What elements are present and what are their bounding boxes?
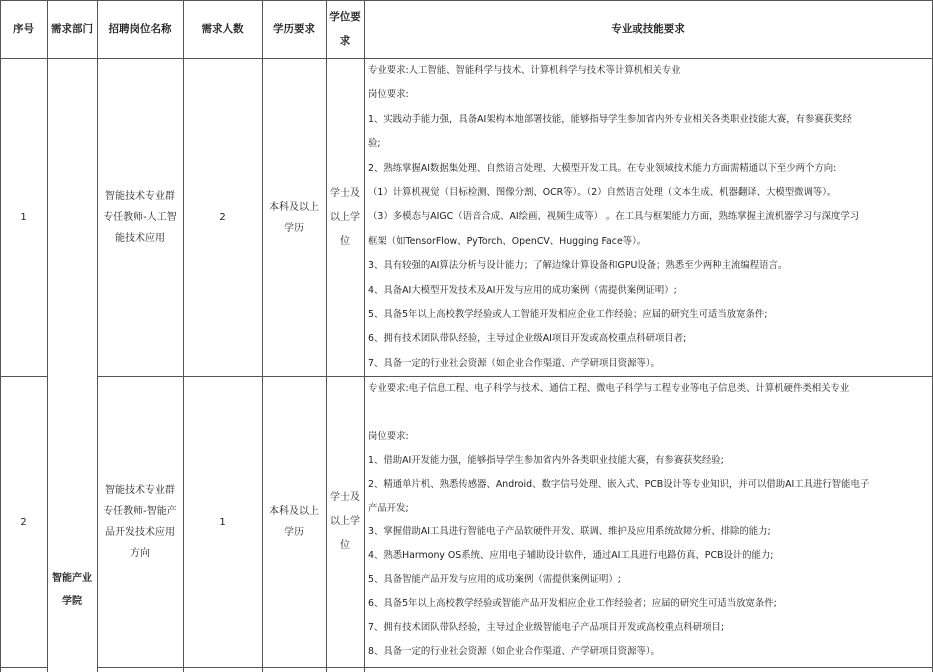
row2-position: 智能技术专业群 专任教师-智能产 品开发技术应用 方向 bbox=[103, 485, 177, 559]
row2-seq: 2 bbox=[20, 516, 27, 528]
row-divider bbox=[97, 667, 933, 668]
header-skills: 专业或技能要求 bbox=[611, 22, 685, 35]
header-position: 招聘岗位名称 bbox=[108, 22, 172, 35]
row2-count: 1 bbox=[219, 516, 226, 528]
row1-degree: 学士及 以上学 位 bbox=[330, 187, 360, 247]
row2-education: 本科及以上 学历 bbox=[269, 506, 319, 538]
row1-count: 2 bbox=[219, 212, 226, 223]
header-education: 学历要求 bbox=[273, 22, 315, 35]
row1-position: 智能技术专业群 专任教师-人工智 能技术应用 bbox=[103, 191, 177, 244]
header-seq: 序号 bbox=[13, 22, 34, 35]
row2-requirements: 专业要求:电子信息工程、电子科学与技术、通信工程、微电子科学与工程专业等电子信息类、计算机硬件类相关专业 岗位要求: 1、借助AI开发能力强，能够指导学生参加省内外各类职业技能大赛，有参赛获奖经验; 2、精通单片机、熟悉传感器、Android、数字信号处理、嵌入式、PCB设计等专业知识，并可以借助AI工具进行智能电子 产品开发; 3、掌握借助AI工具进行智能电子产品软硬件开发、联调、维护及应用系统故障分析、排除的能力; 4、熟悉Harmony OS系统、应用电子辅助设计软件，通过AI工具进行电路仿真、PCB设计的能力; 5、具备智能产品开发与应用的成功案例（需提供案例证明）; 6、具备5年以上高校教学经验或智能产品开发相应企业工作经验者；应届的研究生可适当放宽条件; 7、拥有技术团队带队经验，主导过企业级智能电子产品项目开发或高校重点科研项目; 8、具备一定的行业社会资源（如企业合作渠道、产学研项目资源等）。 bbox=[368, 383, 870, 657]
header-dept: 需求部门 bbox=[51, 22, 93, 35]
row1-seq: 1 bbox=[20, 212, 27, 223]
row1-requirements: 专业要求:人工智能、智能科学与技术、计算机科学与技术等计算机相关专业 岗位要求: 1、实践动手能力强，具备AI架构本地部署技能，能够指导学生参加省内外专业相关各类职业技能大赛，有参赛获奖经 验; 2、熟练掌握AI数据集处理、自然语言处理、大模型开发工具。在专业领域技术能力方面需精通以下至少两个方向: （1）计算机视觉（目标检测、图像分割、OCR等）。（2）自然语言处理（文本生成、机器翻译、大模型微调等）。 （3）多模态与AIGC（语音合成、AI绘画、视频生成等） 。在工具与框架能力方面，熟练掌握主流机器学习与深度学习 框架（如TensorFlow、PyTorch、OpenCV、Hugging Face等）。 3、具有较强的AI算法分析与设计能力；了解边缘计算设备和GPU设备；熟悉至少两种主流编程语言。 4、具备AI大模型开发技术及AI开发与应用的成功案例（需提供案例证明）; 5、具备5年以上高校教学经验或人工智能开发相应企业工作经验；应届的研究生可适当放宽条件; 6、拥有技术团队带队经验，主导过企业级AI项目开发或高校重点科研项目者; 7、具备一定的行业社会资源（如企业合作渠道、产学研项目资源等）。 bbox=[368, 65, 860, 369]
row-divider bbox=[0, 667, 47, 668]
row1-education: 本科及以上 学历 bbox=[269, 201, 319, 234]
row2-degree: 学士及 以上学 位 bbox=[330, 492, 360, 551]
header-count: 需求人数 bbox=[201, 22, 244, 35]
header-degree: 学位要 求 bbox=[329, 11, 361, 47]
col-line bbox=[364, 0, 365, 672]
dept-cell: 智能产业 学院 bbox=[52, 573, 92, 607]
